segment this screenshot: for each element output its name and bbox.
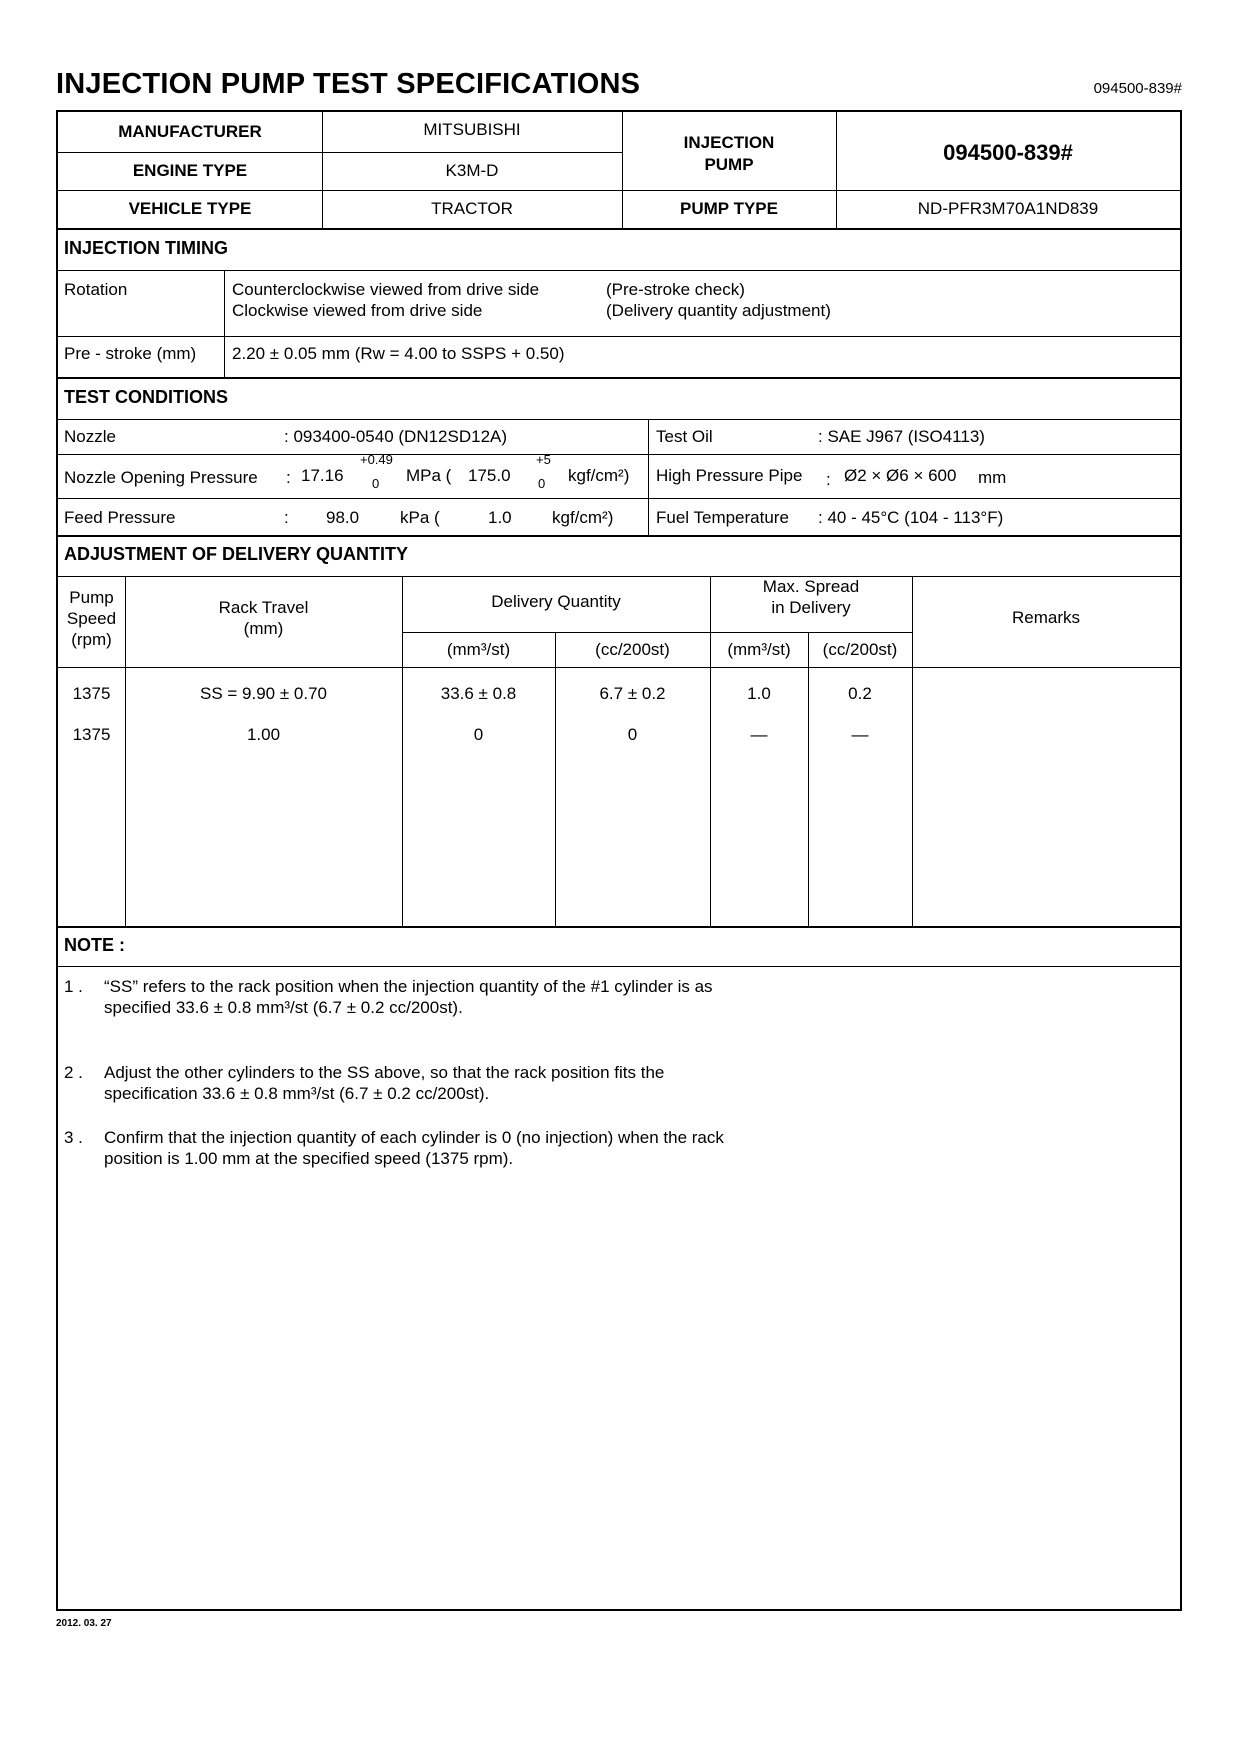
- note-heading: NOTE :: [64, 935, 125, 955]
- col-speed-2: Speed: [66, 609, 117, 628]
- divider: [58, 454, 1180, 455]
- note-1-line-2: specified 33.6 ± 0.8 mm³/st (6.7 ± 0.2 cc/200st).: [104, 998, 463, 1017]
- divider: [555, 632, 556, 927]
- note-1-number: 1 .: [64, 977, 83, 996]
- divider: [58, 228, 1180, 230]
- manufacturer-label: MANUFACTURER: [118, 122, 262, 141]
- prestroke-value: 2.20 ± 0.05 mm (Rw = 4.00 to SSPS + 0.50): [232, 344, 565, 363]
- vehicle-type-label: VEHICLE TYPE: [128, 199, 252, 218]
- table-row-2-rack: 1.00: [246, 725, 281, 744]
- nop-kgf-unit: kgf/cm²): [568, 466, 630, 485]
- divider: [710, 576, 711, 927]
- table-row-2-dq-mm3: 0: [473, 725, 484, 744]
- col-speed-1: Pump: [69, 588, 114, 607]
- nop-mpa-value: 17.16: [301, 466, 344, 485]
- nop-kgf-value: 175.0: [468, 466, 511, 485]
- divider: [58, 152, 622, 153]
- divider: [58, 419, 1180, 420]
- engine-type-value: K3M-D: [445, 161, 499, 180]
- divider: [402, 576, 403, 927]
- feed-kgf-unit: kgf/cm²): [552, 508, 614, 527]
- table-row-1-speed: 1375: [72, 684, 111, 703]
- rotation-line-1: Counterclockwise viewed from drive side: [232, 280, 540, 299]
- test-conditions-heading: TEST CONDITIONS: [64, 387, 229, 407]
- nop-mpa-unit: MPa (: [406, 466, 452, 485]
- note-2-line-1: Adjust the other cylinders to the SS above, so that the rack position fits the: [104, 1063, 665, 1082]
- high-pressure-pipe-value: Ø2 × Ø6 × 600: [844, 466, 957, 485]
- divider: [224, 270, 225, 378]
- nozzle-value: : 093400-0540 (DN12SD12A): [284, 427, 508, 446]
- feed-pressure-label: Feed Pressure: [64, 508, 176, 527]
- hpp-colon: :: [826, 470, 831, 489]
- table-row-2-sp-cc: —: [851, 725, 869, 744]
- spec-sheet-frame: [56, 110, 1182, 1611]
- divider: [58, 926, 1180, 928]
- divider: [58, 667, 1180, 668]
- col-remarks: Remarks: [1011, 608, 1080, 627]
- divider: [58, 270, 1180, 271]
- injection-pump-value: 094500-839#: [943, 140, 1073, 165]
- divider: [58, 535, 1180, 537]
- rotation-note-2: (Delivery quantity adjustment): [606, 301, 831, 320]
- feed-kgf-value: 1.0: [488, 508, 512, 527]
- col-delivery-quantity: Delivery Quantity: [491, 592, 621, 611]
- test-oil-label: Test Oil: [656, 427, 713, 446]
- test-oil-value: : SAE J967 (ISO4113): [818, 427, 985, 446]
- unit-dq-cc: (cc/200st): [595, 640, 670, 659]
- rotation-label: Rotation: [64, 280, 128, 299]
- unit-sp-mm3: (mm³/st): [727, 640, 791, 659]
- pump-type-label: PUMP TYPE: [680, 199, 778, 218]
- document-code: 094500-839#: [1093, 80, 1182, 97]
- high-pressure-pipe-unit: mm: [978, 468, 1007, 487]
- col-spread-1: Max. Spread: [762, 577, 860, 596]
- note-3-line-1: Confirm that the injection quantity of each cylinder is 0 (no injection) when the rack: [104, 1128, 724, 1147]
- table-row-1-rack: SS = 9.90 ± 0.70: [199, 684, 327, 703]
- table-row-2-dq-cc: 0: [627, 725, 638, 744]
- divider: [58, 498, 1180, 499]
- col-rack-1: Rack Travel: [218, 598, 309, 617]
- table-row-1-sp-mm3: 1.0: [747, 684, 771, 703]
- divider: [402, 632, 912, 633]
- engine-type-label: ENGINE TYPE: [132, 161, 248, 180]
- divider: [58, 190, 1180, 191]
- unit-dq-mm3: (mm³/st): [446, 640, 511, 659]
- divider: [58, 966, 1180, 967]
- divider: [58, 336, 1180, 337]
- document-date: 2012. 03. 27: [56, 1618, 112, 1629]
- rotation-line-2: Clockwise viewed from drive side: [232, 301, 483, 320]
- injection-pump-label: INJECTION PUMP: [683, 133, 775, 174]
- table-row-2-sp-mm3: —: [750, 725, 768, 744]
- note-2-line-2: specification 33.6 ± 0.8 mm³/st (6.7 ± 0.2 cc/200st).: [104, 1084, 490, 1103]
- table-row-2-speed: 1375: [72, 725, 111, 744]
- divider: [808, 632, 809, 927]
- fuel-temperature-label: Fuel Temperature: [656, 508, 789, 527]
- divider: [58, 576, 1180, 577]
- nop-colon: :: [286, 468, 291, 487]
- col-spread-2: in Delivery: [771, 598, 851, 617]
- table-row-1-sp-cc: 0.2: [848, 684, 872, 703]
- note-3-line-2: position is 1.00 mm at the specified speed (1375 rpm).: [104, 1149, 514, 1168]
- injection-timing-heading: INJECTION TIMING: [64, 238, 229, 258]
- divider: [58, 377, 1180, 379]
- fuel-temperature-value: : 40 - 45°C (104 - 113°F): [818, 508, 1004, 527]
- nop-kgf-tol-down: 0: [538, 476, 546, 491]
- table-row-1-dq-cc: 6.7 ± 0.2: [599, 684, 666, 703]
- note-2-number: 2 .: [64, 1063, 83, 1082]
- col-rack-2: (mm): [243, 619, 284, 638]
- divider: [648, 419, 649, 536]
- manufacturer-value: MITSUBISHI: [423, 120, 521, 139]
- unit-sp-cc: (cc/200st): [822, 640, 898, 659]
- note-1-line-1: “SS” refers to the rack position when the injection quantity of the #1 cylinder is as: [104, 977, 713, 996]
- divider: [912, 576, 913, 927]
- nozzle-opening-pressure-label: Nozzle Opening Pressure: [64, 468, 258, 487]
- feed-kpa-unit: kPa (: [400, 508, 440, 527]
- page-title: INJECTION PUMP TEST SPECIFICATIONS: [56, 68, 641, 100]
- delivery-heading: ADJUSTMENT OF DELIVERY QUANTITY: [64, 544, 409, 564]
- vehicle-type-value: TRACTOR: [431, 199, 513, 218]
- nozzle-label: Nozzle: [64, 427, 116, 446]
- nop-mpa-tol-up: +0.49: [360, 452, 393, 467]
- note-3-number: 3 .: [64, 1128, 83, 1147]
- table-row-1-dq-mm3: 33.6 ± 0.8: [440, 684, 517, 703]
- col-speed-3: (rpm): [71, 630, 112, 649]
- nop-mpa-tol-down: 0: [372, 476, 380, 491]
- feed-colon: :: [284, 508, 289, 527]
- high-pressure-pipe-label: High Pressure Pipe: [656, 466, 803, 485]
- nop-kgf-tol-up: +5: [536, 452, 551, 467]
- prestroke-label: Pre - stroke (mm): [64, 344, 197, 363]
- feed-kpa-value: 98.0: [326, 508, 360, 527]
- rotation-note-1: (Pre-stroke check): [606, 280, 745, 299]
- pump-type-value: ND-PFR3M70A1ND839: [917, 199, 1099, 218]
